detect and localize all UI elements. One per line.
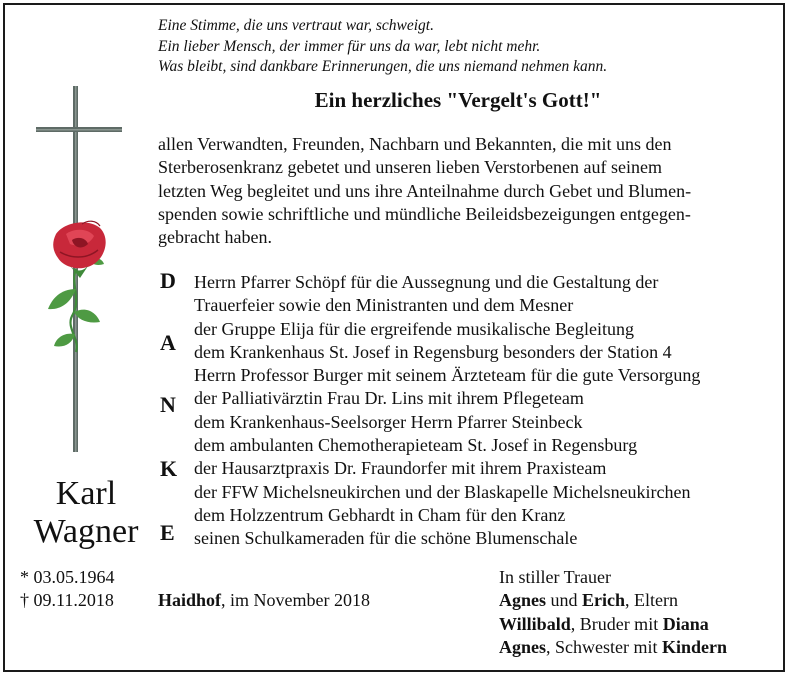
danke-letter: A: [160, 330, 176, 355]
deceased-first-name: Karl: [55, 475, 117, 512]
thanks-line: der Hausarztpraxis Dr. Fraundorfer mit ihrem Praxisteam: [194, 458, 607, 479]
thanks-line: dem ambulanten Chemotherapieteam St. Josef in Regensburg: [194, 435, 638, 456]
mourner-name: Agnes: [499, 590, 547, 611]
intro-line: gebracht haben.: [158, 227, 272, 248]
danke-letter: K: [160, 456, 178, 481]
poem-line: Was bleibt, sind dankbare Erinnerungen, die uns niemand nehmen kann.: [158, 58, 608, 75]
cross-rose-illustration: [30, 84, 130, 454]
cross-icon: [36, 86, 122, 452]
intro-paragraph: [158, 133, 758, 249]
life-dates: [20, 566, 115, 613]
thanks-line: Herrn Professor Burger mit seinem Ärzteteam für die gute Versorgung: [194, 365, 701, 386]
thanks-line: dem Krankenhaus St. Josef in Regensburg besonders der Station 4: [194, 341, 672, 362]
place-town: Haidhof: [158, 590, 222, 610]
mourner-connector: und: [546, 590, 583, 611]
mourners-heading: In stiller Trauer: [499, 567, 611, 587]
thanks-line: der Palliativärztin Frau Dr. Lins mit ihrem Pflegeteam: [194, 388, 584, 409]
mourner-relation: , Bruder mit: [570, 613, 663, 634]
poem-line: Eine Stimme, die uns vertraut war, schweigt.: [158, 17, 434, 34]
poem: [158, 16, 607, 78]
mourner-line: [499, 589, 727, 612]
mourner-name: Kindern: [662, 636, 728, 657]
thanks-line: seinen Schulkameraden für die schöne Blumenschale: [194, 528, 578, 549]
place-date-text: , im November 2018: [221, 590, 371, 610]
thanks-line: Trauerfeier sowie den Ministranten und dem Mesner: [194, 295, 574, 316]
death-date: † 09.11.2018: [20, 590, 114, 611]
intro-line: spenden sowie schriftliche und mündliche Beileidsbezeigungen entgegen-: [158, 203, 691, 224]
thanks-list: [194, 271, 700, 551]
danke-letter: N: [160, 392, 176, 417]
thanks-line: der Gruppe Elija für die ergreifende musikalische Begleitung: [194, 318, 635, 339]
danke-letter: D: [160, 268, 176, 293]
thanks-line: Herrn Pfarrer Schöpf für die Aussegnung und die Gestaltung der: [194, 272, 659, 292]
intro-line: allen Verwandten, Freunden, Nachbarn und Bekannten, die mit uns den: [158, 134, 672, 154]
place-date: [158, 590, 370, 611]
thanks-line: dem Krankenhaus-Seelsorger Herrn Pfarrer Steinbeck: [194, 411, 583, 432]
thanks-line: dem Holzzentrum Gebhardt in Cham für den Kranz: [194, 504, 566, 525]
mourner-line: [499, 613, 727, 636]
thanks-line: der FFW Michelsneukirchen und der Blaskapelle Michelsneukirchen: [194, 481, 691, 502]
deceased-last-name: Wagner: [33, 513, 139, 550]
thanks-title: Ein herzliches "Vergelt's Gott!": [314, 88, 602, 112]
mourner-name: Willibald: [499, 613, 571, 634]
intro-line: letzten Weg begleitet und uns ihre Anteilnahme durch Gebet und Blumen-: [158, 180, 692, 201]
mourner-name: Erich: [582, 590, 626, 611]
mourner-line: [499, 636, 727, 659]
poem-line: Ein lieber Mensch, der immer für uns da war, lebt nicht mehr.: [158, 37, 541, 55]
mourner-relation: , Schwester mit: [546, 636, 662, 657]
mourner-name: Diana: [662, 613, 709, 634]
intro-line: Sterberosenkranz gebetet und unseren lieben Verstorbenen auf seinem: [158, 157, 662, 178]
mourners-block: [499, 566, 727, 659]
birth-date: * 03.05.1964: [20, 567, 115, 587]
mourner-relation: , Eltern: [625, 590, 678, 611]
mourner-name: Agnes: [499, 636, 547, 657]
danke-letter: E: [160, 520, 175, 545]
